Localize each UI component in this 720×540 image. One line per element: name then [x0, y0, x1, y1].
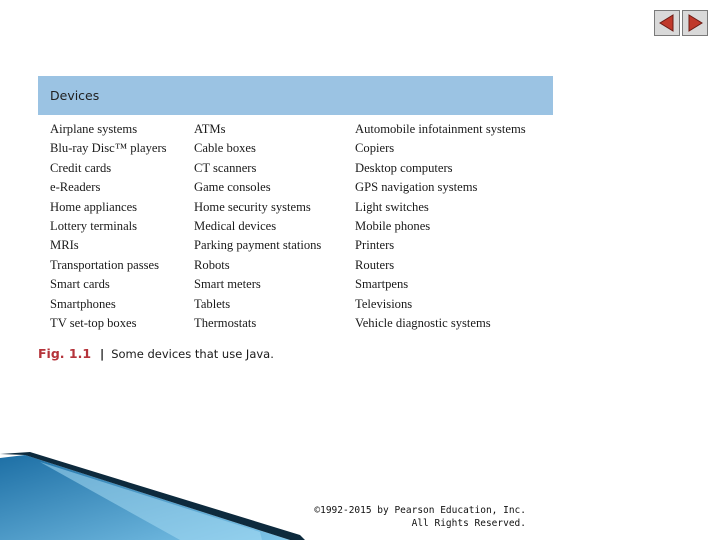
next-slide-button[interactable]: [682, 10, 708, 36]
table-cell: Transportation passes: [50, 257, 160, 272]
table-cell: Smartpens: [355, 277, 409, 292]
table-cell: Airplane systems: [50, 122, 138, 136]
copyright-notice: [314, 504, 526, 530]
table-cell: Smart meters: [194, 277, 261, 292]
copyright-line-1: ©1992-2015 by Pearson Education, Inc.: [314, 505, 526, 516]
caption-text: Some devices that use Java.: [111, 347, 274, 361]
table-cell: Printers: [355, 238, 395, 253]
figure-caption: [38, 346, 274, 361]
table-cell: ATMs: [194, 122, 226, 136]
table-cell: e-Readers: [50, 180, 101, 195]
table-cell: Copiers: [355, 141, 395, 156]
triangle-left-icon: [657, 13, 677, 33]
table-cell: Tablets: [194, 296, 231, 311]
triangle-right-icon: [685, 13, 705, 33]
table-cell: Lottery terminals: [50, 219, 138, 234]
previous-slide-button[interactable]: [654, 10, 680, 36]
table-cell: MRIs: [50, 238, 79, 253]
decorative-swoosh: [0, 440, 340, 540]
table-cell: Robots: [194, 257, 230, 272]
table-cell: Automobile infotainment systems: [355, 122, 526, 136]
copyright-line-2: All Rights Reserved.: [411, 518, 526, 529]
table-cell: Credit cards: [50, 160, 112, 175]
table-cell: Routers: [355, 257, 395, 272]
figure-number: Fig. 1.1: [38, 346, 92, 361]
caption-separator: |: [100, 347, 105, 361]
table-cell: Vehicle diagnostic systems: [355, 316, 491, 331]
table-cell: Desktop computers: [355, 160, 453, 175]
table-cell: GPS navigation systems: [355, 180, 478, 195]
devices-table: [38, 76, 553, 333]
table-cell: Televisions: [355, 296, 413, 311]
table-cell: CT scanners: [194, 160, 257, 175]
table-cell: Smartphones: [50, 296, 116, 311]
table-cell: Mobile phones: [355, 219, 431, 234]
table-cell: Cable boxes: [194, 141, 256, 156]
table-cell: Thermostats: [194, 316, 257, 331]
table-cell: TV set-top boxes: [50, 316, 137, 331]
table-cell: Blu-ray Disc™ players: [50, 141, 167, 156]
devices-grid: [38, 115, 553, 333]
table-header: Devices: [38, 76, 553, 115]
table-cell: Parking payment stations: [194, 238, 322, 253]
table-cell: Medical devices: [194, 219, 277, 234]
slide-navigation: [654, 10, 708, 36]
table-cell: Home security systems: [194, 199, 311, 214]
table-cell: Smart cards: [50, 277, 110, 292]
table-cell: Home appliances: [50, 199, 138, 214]
table-cell: Game consoles: [194, 180, 271, 195]
table-cell: Light switches: [355, 199, 429, 214]
